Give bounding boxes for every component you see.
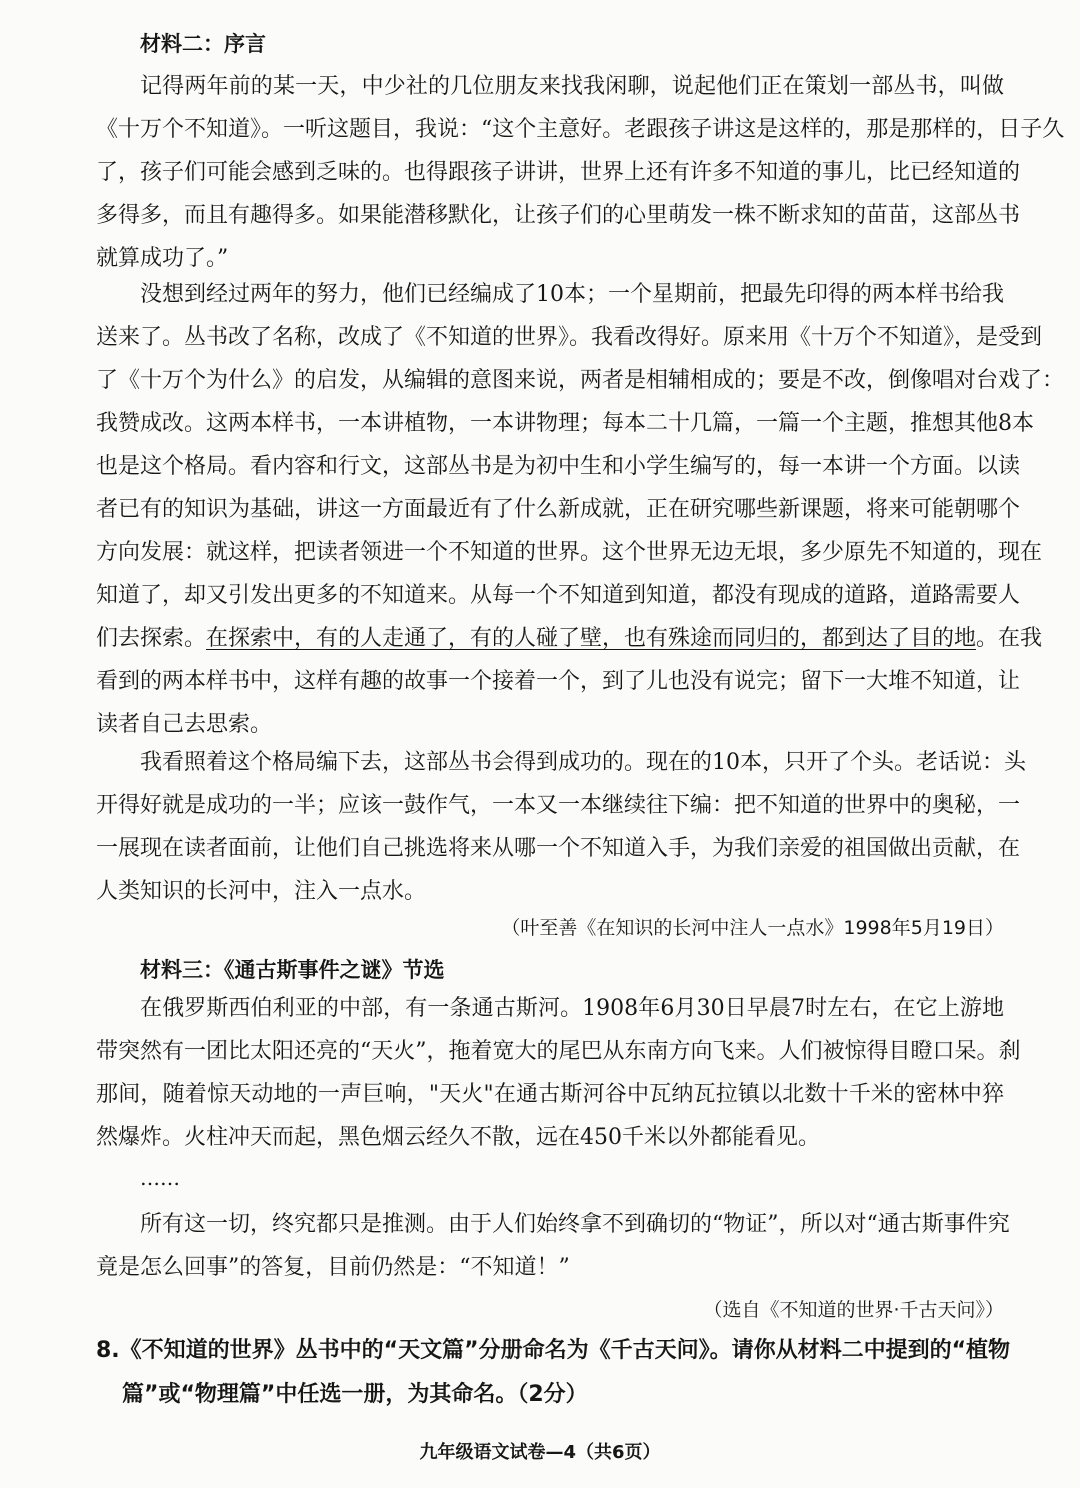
material-3-title: 材料三：《通古斯事件之谜》节选 [140, 958, 445, 982]
material-2-source: （叶至善《在知识的长河中注人一点水》1998年5月19日） [501, 917, 1004, 939]
m2-p3-line: 人类知识的长河中，注入一点水。 [96, 879, 427, 904]
m3-p2-line: 竟是怎么回事”的答复，目前仍然是：“不知道！” [96, 1255, 570, 1280]
m2-p2-text: 们去探索。 [96, 626, 207, 651]
m2-p2-line: 也是这个格局。看内容和行文，这部丛书是为初中生和小学生编写的，每一本讲一个方面。以读 [96, 454, 1021, 479]
m2-p2-text: 。在我 [976, 626, 1043, 651]
m3-p1-line: 然爆炸。火柱冲天而起，黑色烟云经久不散，远在450千米以外都能看见。 [96, 1125, 820, 1150]
m2-p2-line: 者已有的知识为基础，讲这一方面最近有了什么新成就，正在研究哪些新课题，将来可能朝哪个 [96, 497, 1021, 522]
m2-p2-line: 看到的两本样书中，这样有趣的故事一个接着一个，到了儿也没有说完；留下一大堆不知道，让 [96, 669, 1021, 694]
material-2-title: 材料二：序言 [140, 32, 266, 56]
m2-p2-line: 知道了，却又引发出更多的不知道来。从每一个不知道到知道，都没有现成的道路，道路需要人 [96, 583, 1021, 608]
page-footer: 九年级语文试卷—4（共6页） [419, 1442, 661, 1463]
m2-p1-line: 了，孩子们可能会感到乏味的。也得跟孩子讲讲，世界上还有许多不知道的事儿，比已经知道的 [96, 160, 1021, 185]
m2-p1-line: 就算成功了。” [96, 246, 229, 271]
m3-p1-line: 那间，随着惊天动地的一声巨响，"天火"在通古斯河谷中瓦纳瓦拉镇以北数十千米的密林中猝 [96, 1082, 1004, 1107]
m2-p1-line: 记得两年前的某一天，中少社的几位朋友来找我闲聊，说起他们正在策划一部丛书，叫做 [140, 74, 1004, 99]
ellipsis: …… [140, 1166, 180, 1190]
question-8-line: 篇”或“物理篇”中任选一册，为其命名。（2分） [122, 1382, 588, 1407]
m2-p2-line: 没想到经过两年的努力，他们已经编成了10本；一个星期前，把最先印得的两本样书给我 [140, 282, 1004, 307]
m3-p1-line: 在俄罗斯西伯利亚的中部，有一条通古斯河。1908年6月30日早晨7时左右，在它上游地 [140, 996, 1004, 1021]
m2-p3-line: 开得好就是成功的一半；应该一鼓作气，一本又一本继续往下编：把不知道的世界中的奥秘，一 [96, 793, 1021, 818]
m2-p2-line: 方向发展：就这样，把读者领进一个不知道的世界。这个世界无边无垠，多少原先不知道的，现在 [96, 540, 1043, 565]
m2-p1-line: 多得多，而且有趣得多。如果能潜移默化，让孩子们的心里萌发一株不断求知的苗苗，这部丛书 [96, 203, 1021, 228]
m2-p2-line-with-underline [96, 624, 1043, 654]
m2-p1-line: 《十万个不知道》。一听这题目，我说：“这个主意好。老跟孩子讲这是这样的，那是那样的，日子久 [96, 117, 1065, 142]
m3-p1-line: 带突然有一团比太阳还亮的“天火”，拖着宽大的尾巴从东南方向飞来。人们被惊得目瞪口呆。刹 [96, 1039, 1021, 1064]
m2-p3-line: 我看照着这个格局编下去，这部丛书会得到成功的。现在的10本，只开了个头。老话说：头 [140, 750, 1026, 775]
m2-p2-line: 我赞成改。这两本样书，一本讲植物，一本讲物理；每本二十几篇，一篇一个主题，推想其他8本 [96, 411, 1035, 436]
m2-p2-line: 了《十万个为什么》的启发，从编辑的意图来说，两者是相辅相成的；要是不改，倒像唱对台戏了： [96, 368, 1065, 393]
underlined-sentence: 在探索中，有的人走通了，有的人碰了壁，也有殊途而同归的，都到达了目的地 [206, 626, 977, 651]
material-3-source: （选自《不知道的世界·千古天问》） [703, 1299, 1004, 1321]
m3-p2-line: 所有这一切，终究都只是推测。由于人们始终拿不到确切的“物证”，所以对“通古斯事件究 [140, 1212, 1010, 1237]
m2-p2-line: 读者自己去思索。 [96, 712, 273, 737]
m2-p3-line: 一展现在读者面前，让他们自己挑选将来从哪一个不知道入手，为我们亲爱的祖国做出贡献，在 [96, 836, 1021, 861]
m2-p2-line: 送来了。丛书改了名称，改成了《不知道的世界》。我看改得好。原来用《十万个不知道》，是受到 [96, 325, 1043, 350]
question-8-line: 8.《不知道的世界》丛书中的“天文篇”分册命名为《千古天问》。请你从材料二中提到的“植物 [96, 1338, 1011, 1363]
